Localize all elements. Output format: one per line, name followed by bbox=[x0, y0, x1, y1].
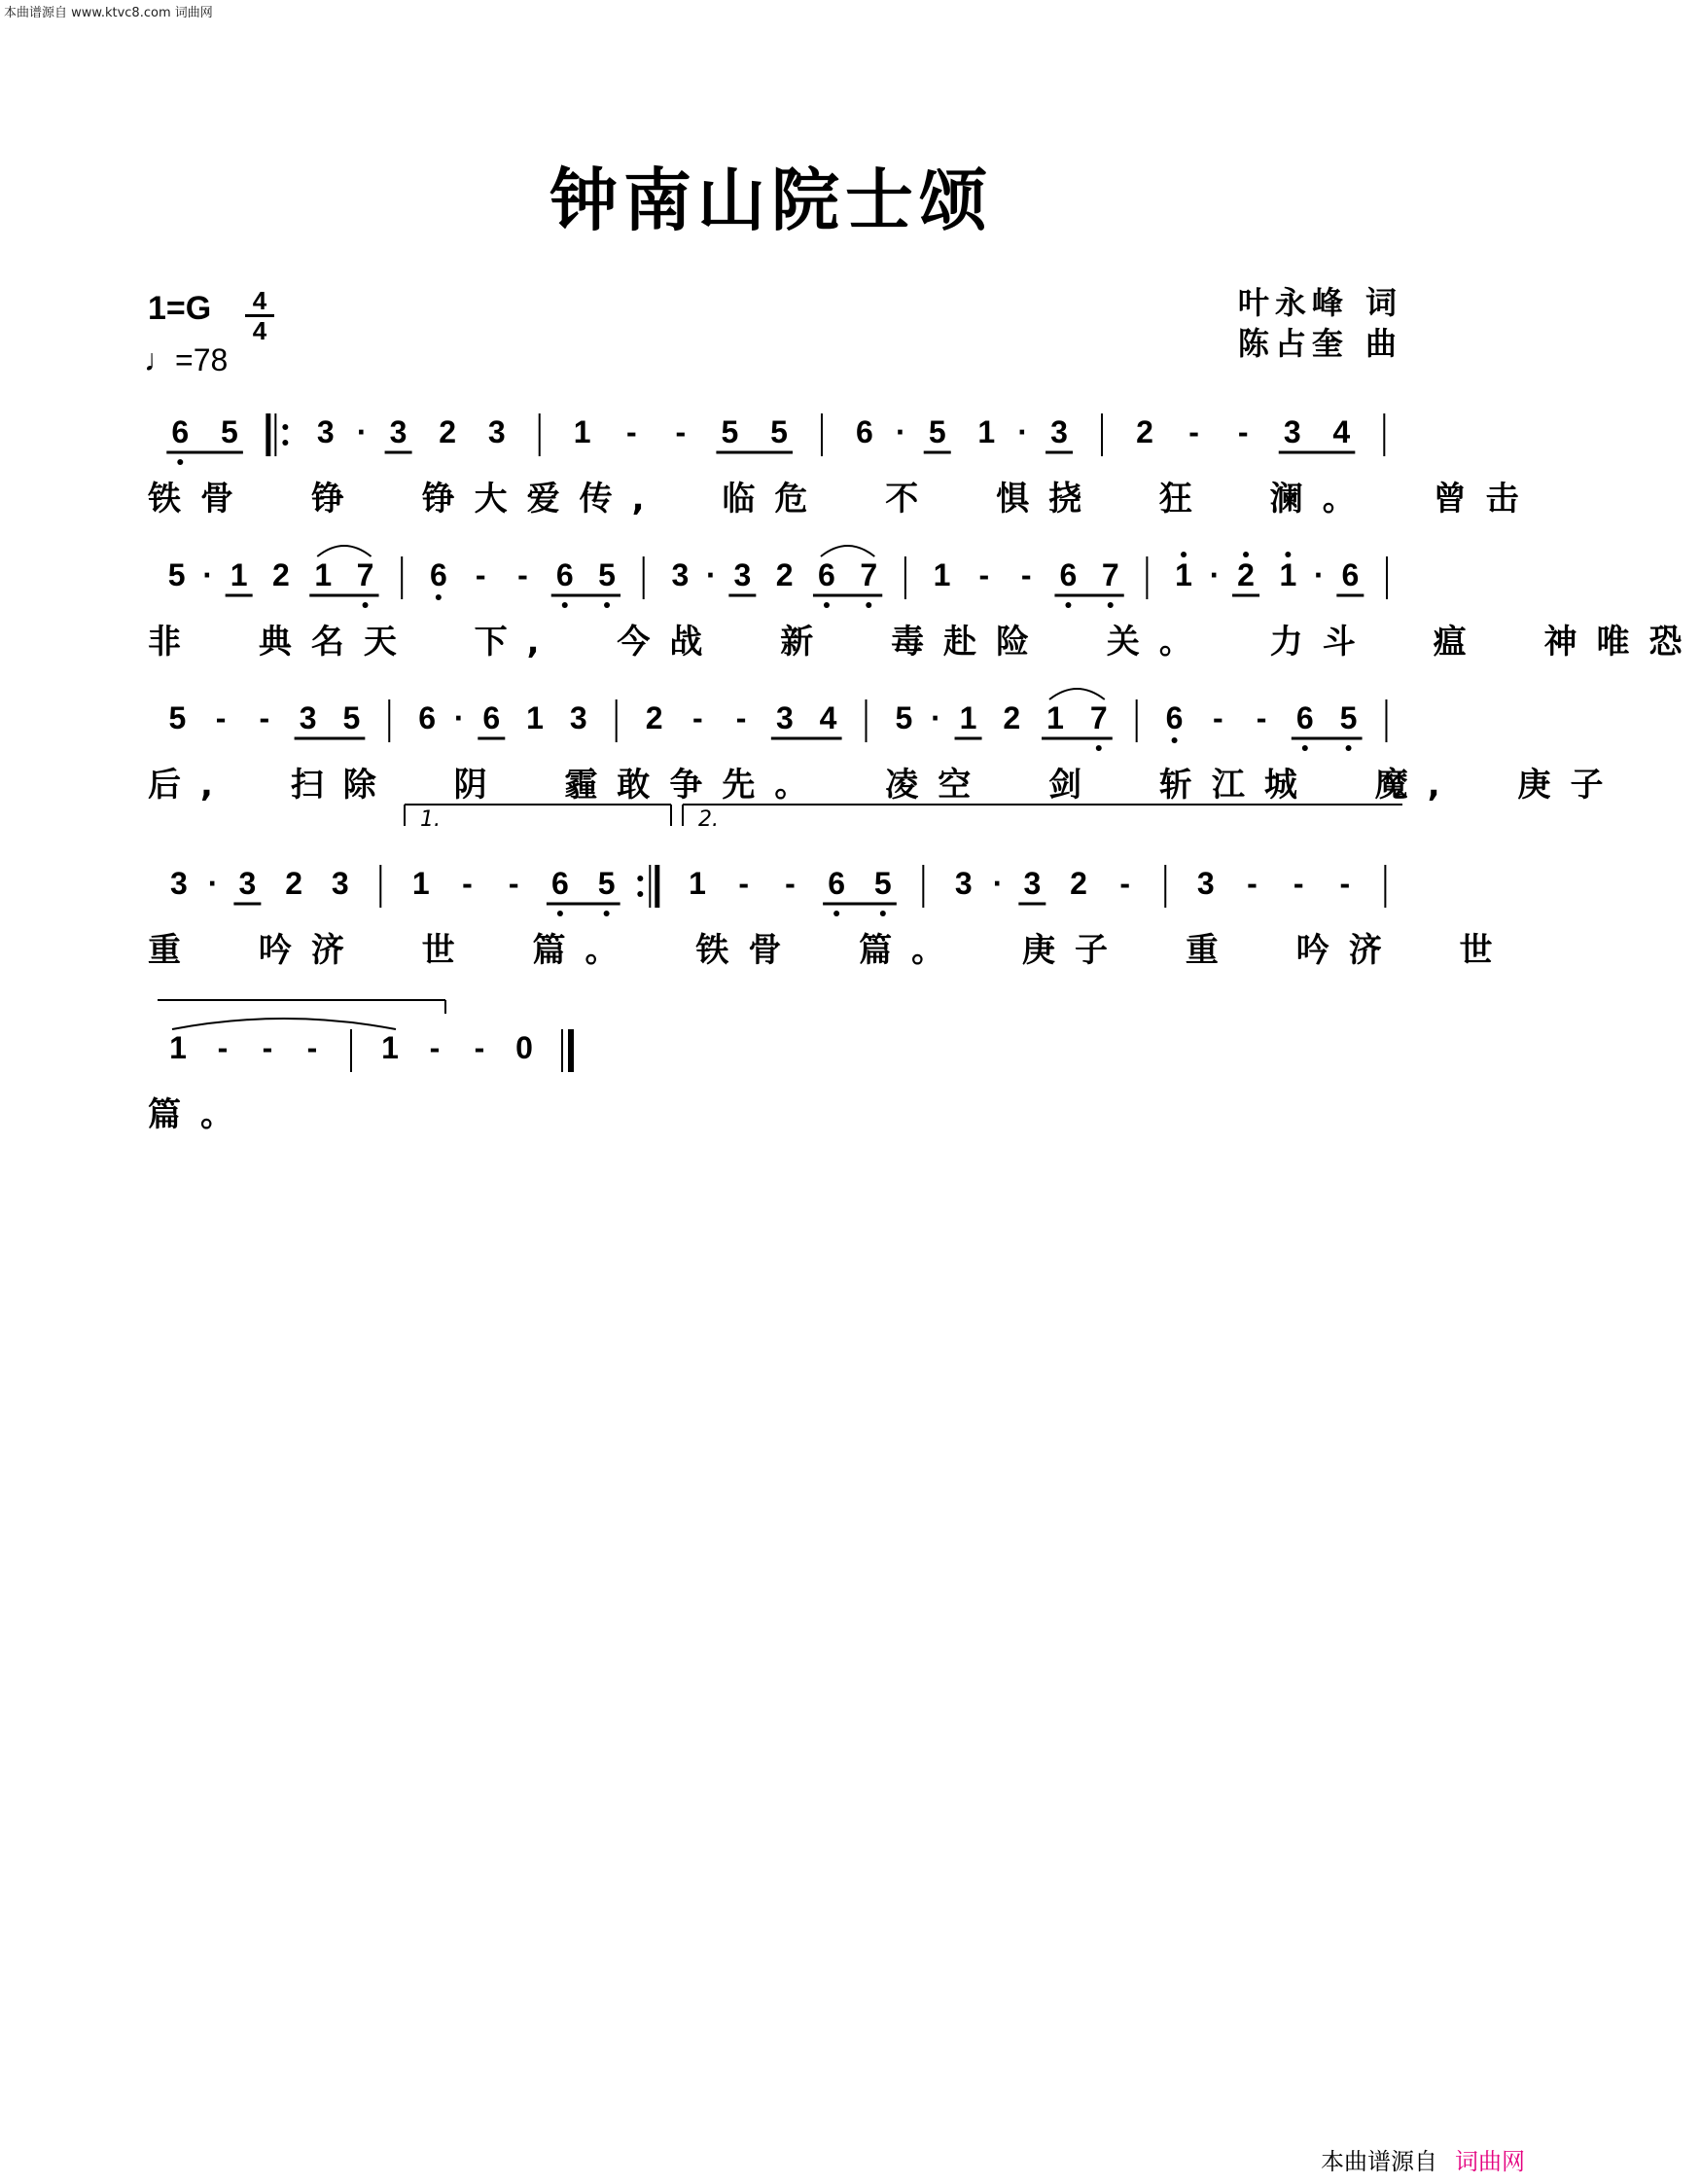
dash: - bbox=[508, 866, 519, 901]
dash: - bbox=[1247, 866, 1258, 901]
dash: - bbox=[475, 557, 486, 592]
note: 1 bbox=[977, 414, 996, 449]
volta-1-label: 1. bbox=[420, 807, 441, 832]
note: 6 bbox=[171, 414, 190, 449]
note: 3 bbox=[671, 557, 690, 592]
note: 3 bbox=[1050, 414, 1068, 449]
dash: - bbox=[215, 700, 227, 735]
dash: - bbox=[1256, 700, 1267, 735]
dash: - bbox=[306, 1030, 318, 1065]
tie-slur bbox=[1049, 689, 1105, 699]
composer-credit: 陈占奎 曲 bbox=[1237, 325, 1402, 362]
note: 2 bbox=[272, 557, 290, 592]
note: 2 bbox=[285, 866, 302, 901]
note: 3 bbox=[331, 866, 349, 901]
lower-octave-dot bbox=[1302, 745, 1308, 751]
augmentation-dot: · bbox=[207, 866, 219, 901]
watermark-top: 本曲谱源自 www.ktvc8.com 词曲网 bbox=[4, 6, 213, 20]
note: 0 bbox=[515, 1030, 533, 1065]
watermark-bottom bbox=[1321, 2142, 1525, 2176]
note: 1 bbox=[169, 1030, 187, 1065]
note: 5 bbox=[168, 700, 187, 735]
note: 6 bbox=[856, 414, 873, 449]
note: 4 bbox=[819, 700, 837, 735]
lower-octave-dot bbox=[604, 911, 610, 916]
note: 1 bbox=[959, 700, 977, 735]
augmentation-dot: · bbox=[1314, 557, 1325, 592]
lower-octave-dot bbox=[1346, 745, 1352, 751]
note: 3 bbox=[1196, 866, 1215, 901]
dash: - bbox=[462, 866, 473, 901]
note: 6 bbox=[482, 700, 501, 735]
final-thick-line bbox=[568, 1029, 574, 1072]
note: 7 bbox=[1101, 557, 1119, 592]
dash: - bbox=[262, 1030, 273, 1065]
note: 6 bbox=[555, 557, 574, 592]
dash: - bbox=[259, 700, 270, 735]
time-signature-bottom: 4 bbox=[252, 316, 267, 345]
tempo-value: =78 bbox=[175, 342, 229, 377]
lyricist-credit: 叶永峰 词 bbox=[1237, 284, 1402, 321]
lower-octave-dot bbox=[562, 602, 568, 608]
dash: - bbox=[474, 1030, 485, 1065]
lower-octave-dot bbox=[177, 459, 183, 465]
note: 2 bbox=[775, 557, 794, 592]
dash: - bbox=[429, 1030, 441, 1065]
lyrics-line: 铁骨 铮 铮大爱传, 临危 不 惧挠 狂 澜。 曾击 bbox=[148, 480, 1539, 519]
dash: - bbox=[1119, 866, 1131, 901]
note: 6 bbox=[828, 866, 846, 901]
note: 6 bbox=[818, 557, 835, 592]
repeat-start-thick-line bbox=[266, 413, 270, 456]
note: 2 bbox=[1136, 414, 1153, 449]
note: 1 bbox=[1046, 700, 1064, 735]
note: 1 bbox=[1175, 557, 1192, 592]
upper-octave-dot bbox=[1285, 552, 1291, 557]
note: 6 bbox=[551, 866, 569, 901]
dash: - bbox=[1339, 866, 1351, 901]
dash: - bbox=[217, 1030, 229, 1065]
repeat-end-thick-line bbox=[655, 865, 659, 908]
note: 7 bbox=[1089, 700, 1108, 735]
note: 2 bbox=[439, 414, 457, 449]
note: 2 bbox=[645, 700, 663, 735]
repeat-dot bbox=[282, 440, 288, 446]
note: 6 bbox=[1165, 700, 1184, 735]
note: 5 bbox=[598, 557, 616, 592]
note: 3 bbox=[954, 866, 973, 901]
note: 2 bbox=[1003, 700, 1021, 735]
dash: - bbox=[738, 866, 750, 901]
page-title: 钟南山院士颂 bbox=[549, 160, 993, 240]
quarter-note-icon: ♩ bbox=[144, 342, 175, 377]
note: 5 bbox=[928, 414, 946, 449]
tie-slur bbox=[172, 1019, 396, 1029]
note: 1 bbox=[411, 866, 430, 901]
note: 6 bbox=[1295, 700, 1314, 735]
note: 5 bbox=[167, 557, 186, 592]
dash: - bbox=[1212, 700, 1223, 735]
key-signature: 1=G bbox=[148, 290, 212, 327]
dash: - bbox=[1293, 866, 1304, 901]
lower-octave-dot bbox=[880, 911, 886, 916]
note: 3 bbox=[569, 700, 587, 735]
note: 5 bbox=[597, 866, 616, 901]
lower-octave-dot bbox=[1108, 602, 1114, 608]
dash: - bbox=[785, 866, 796, 901]
note: 3 bbox=[389, 414, 408, 449]
note: 6 bbox=[429, 557, 447, 592]
augmentation-dot: · bbox=[453, 700, 465, 735]
note: 3 bbox=[1283, 414, 1301, 449]
upper-octave-dot bbox=[1243, 552, 1249, 557]
note: 1 bbox=[933, 557, 951, 592]
note: 5 bbox=[895, 700, 913, 735]
note: 1 bbox=[314, 557, 333, 592]
note: 3 bbox=[316, 414, 335, 449]
lyrics-line: 重 吟济 世 篇。 铁骨 篇。 庚子 重 吟济 世 bbox=[148, 931, 1512, 970]
augmentation-dot: · bbox=[992, 866, 1004, 901]
watermark-bottom-right: 词曲网 bbox=[1455, 2148, 1525, 2175]
note: 2 bbox=[1237, 557, 1255, 592]
note: 1 bbox=[1279, 557, 1297, 592]
augmentation-dot: · bbox=[1209, 557, 1221, 592]
note: 7 bbox=[860, 557, 878, 592]
dash: - bbox=[675, 414, 687, 449]
augmentation-dot: · bbox=[356, 414, 368, 449]
note: 6 bbox=[1059, 557, 1078, 592]
lower-octave-dot bbox=[604, 602, 610, 608]
dash: - bbox=[692, 700, 703, 735]
lyrics-line: 非 典名天 下, 今战 新 毒赴险 关。 力斗 瘟 神唯恐 bbox=[148, 623, 1701, 662]
lower-octave-dot bbox=[833, 911, 839, 916]
lower-octave-dot bbox=[436, 594, 442, 600]
watermark-bottom-left: 本曲谱源自 bbox=[1321, 2148, 1437, 2175]
repeat-dot bbox=[637, 891, 643, 897]
note: 5 bbox=[770, 414, 788, 449]
note: 5 bbox=[220, 414, 238, 449]
note: 1 bbox=[526, 700, 544, 735]
lower-octave-dot bbox=[1172, 737, 1178, 743]
lower-octave-dot bbox=[1065, 602, 1071, 608]
note: 5 bbox=[873, 866, 892, 901]
note: 1 bbox=[381, 1030, 399, 1065]
lower-octave-dot bbox=[1096, 745, 1102, 751]
note: 5 bbox=[721, 414, 739, 449]
note: 3 bbox=[299, 700, 317, 735]
note: 2 bbox=[1070, 866, 1087, 901]
dash: - bbox=[978, 557, 990, 592]
note: 3 bbox=[238, 866, 257, 901]
augmentation-dot: · bbox=[706, 557, 717, 592]
note: 6 bbox=[418, 700, 437, 735]
note: 3 bbox=[169, 866, 188, 901]
dash: - bbox=[1188, 414, 1199, 449]
note: 1 bbox=[230, 557, 248, 592]
augmentation-dot: · bbox=[931, 700, 941, 735]
dash: - bbox=[1020, 557, 1032, 592]
lyrics-line: 后, 扫除 阴 霾敢争先。 凌空 剑 斩江城 魔, 庚子 bbox=[148, 766, 1623, 805]
augmentation-dot: · bbox=[1017, 414, 1029, 449]
volta-2-label: 2. bbox=[698, 807, 719, 832]
note: 3 bbox=[775, 700, 794, 735]
note: 4 bbox=[1332, 414, 1351, 449]
repeat-dot bbox=[637, 876, 643, 881]
dash: - bbox=[517, 557, 528, 592]
tie-slur bbox=[821, 546, 874, 556]
note: 5 bbox=[342, 700, 361, 735]
note: 1 bbox=[689, 866, 706, 901]
time-signature-top: 4 bbox=[252, 286, 267, 315]
note: 3 bbox=[733, 557, 752, 592]
augmentation-dot: · bbox=[896, 414, 906, 449]
lower-octave-dot bbox=[363, 602, 369, 608]
note: 6 bbox=[1341, 557, 1360, 592]
note: 3 bbox=[487, 414, 506, 449]
note: 3 bbox=[1023, 866, 1042, 901]
dash: - bbox=[735, 700, 747, 735]
lower-octave-dot bbox=[866, 602, 871, 608]
note: 5 bbox=[1339, 700, 1358, 735]
lower-octave-dot bbox=[824, 602, 830, 608]
lower-octave-dot bbox=[557, 911, 563, 916]
note: 7 bbox=[356, 557, 374, 592]
note: 1 bbox=[573, 414, 591, 449]
repeat-dot bbox=[282, 424, 288, 430]
upper-octave-dot bbox=[1181, 552, 1187, 557]
dash: - bbox=[625, 414, 637, 449]
augmentation-dot: · bbox=[202, 557, 213, 592]
lyrics-line: 篇。 bbox=[148, 1095, 253, 1134]
tie-slur bbox=[317, 546, 371, 556]
dash: - bbox=[1237, 414, 1249, 449]
